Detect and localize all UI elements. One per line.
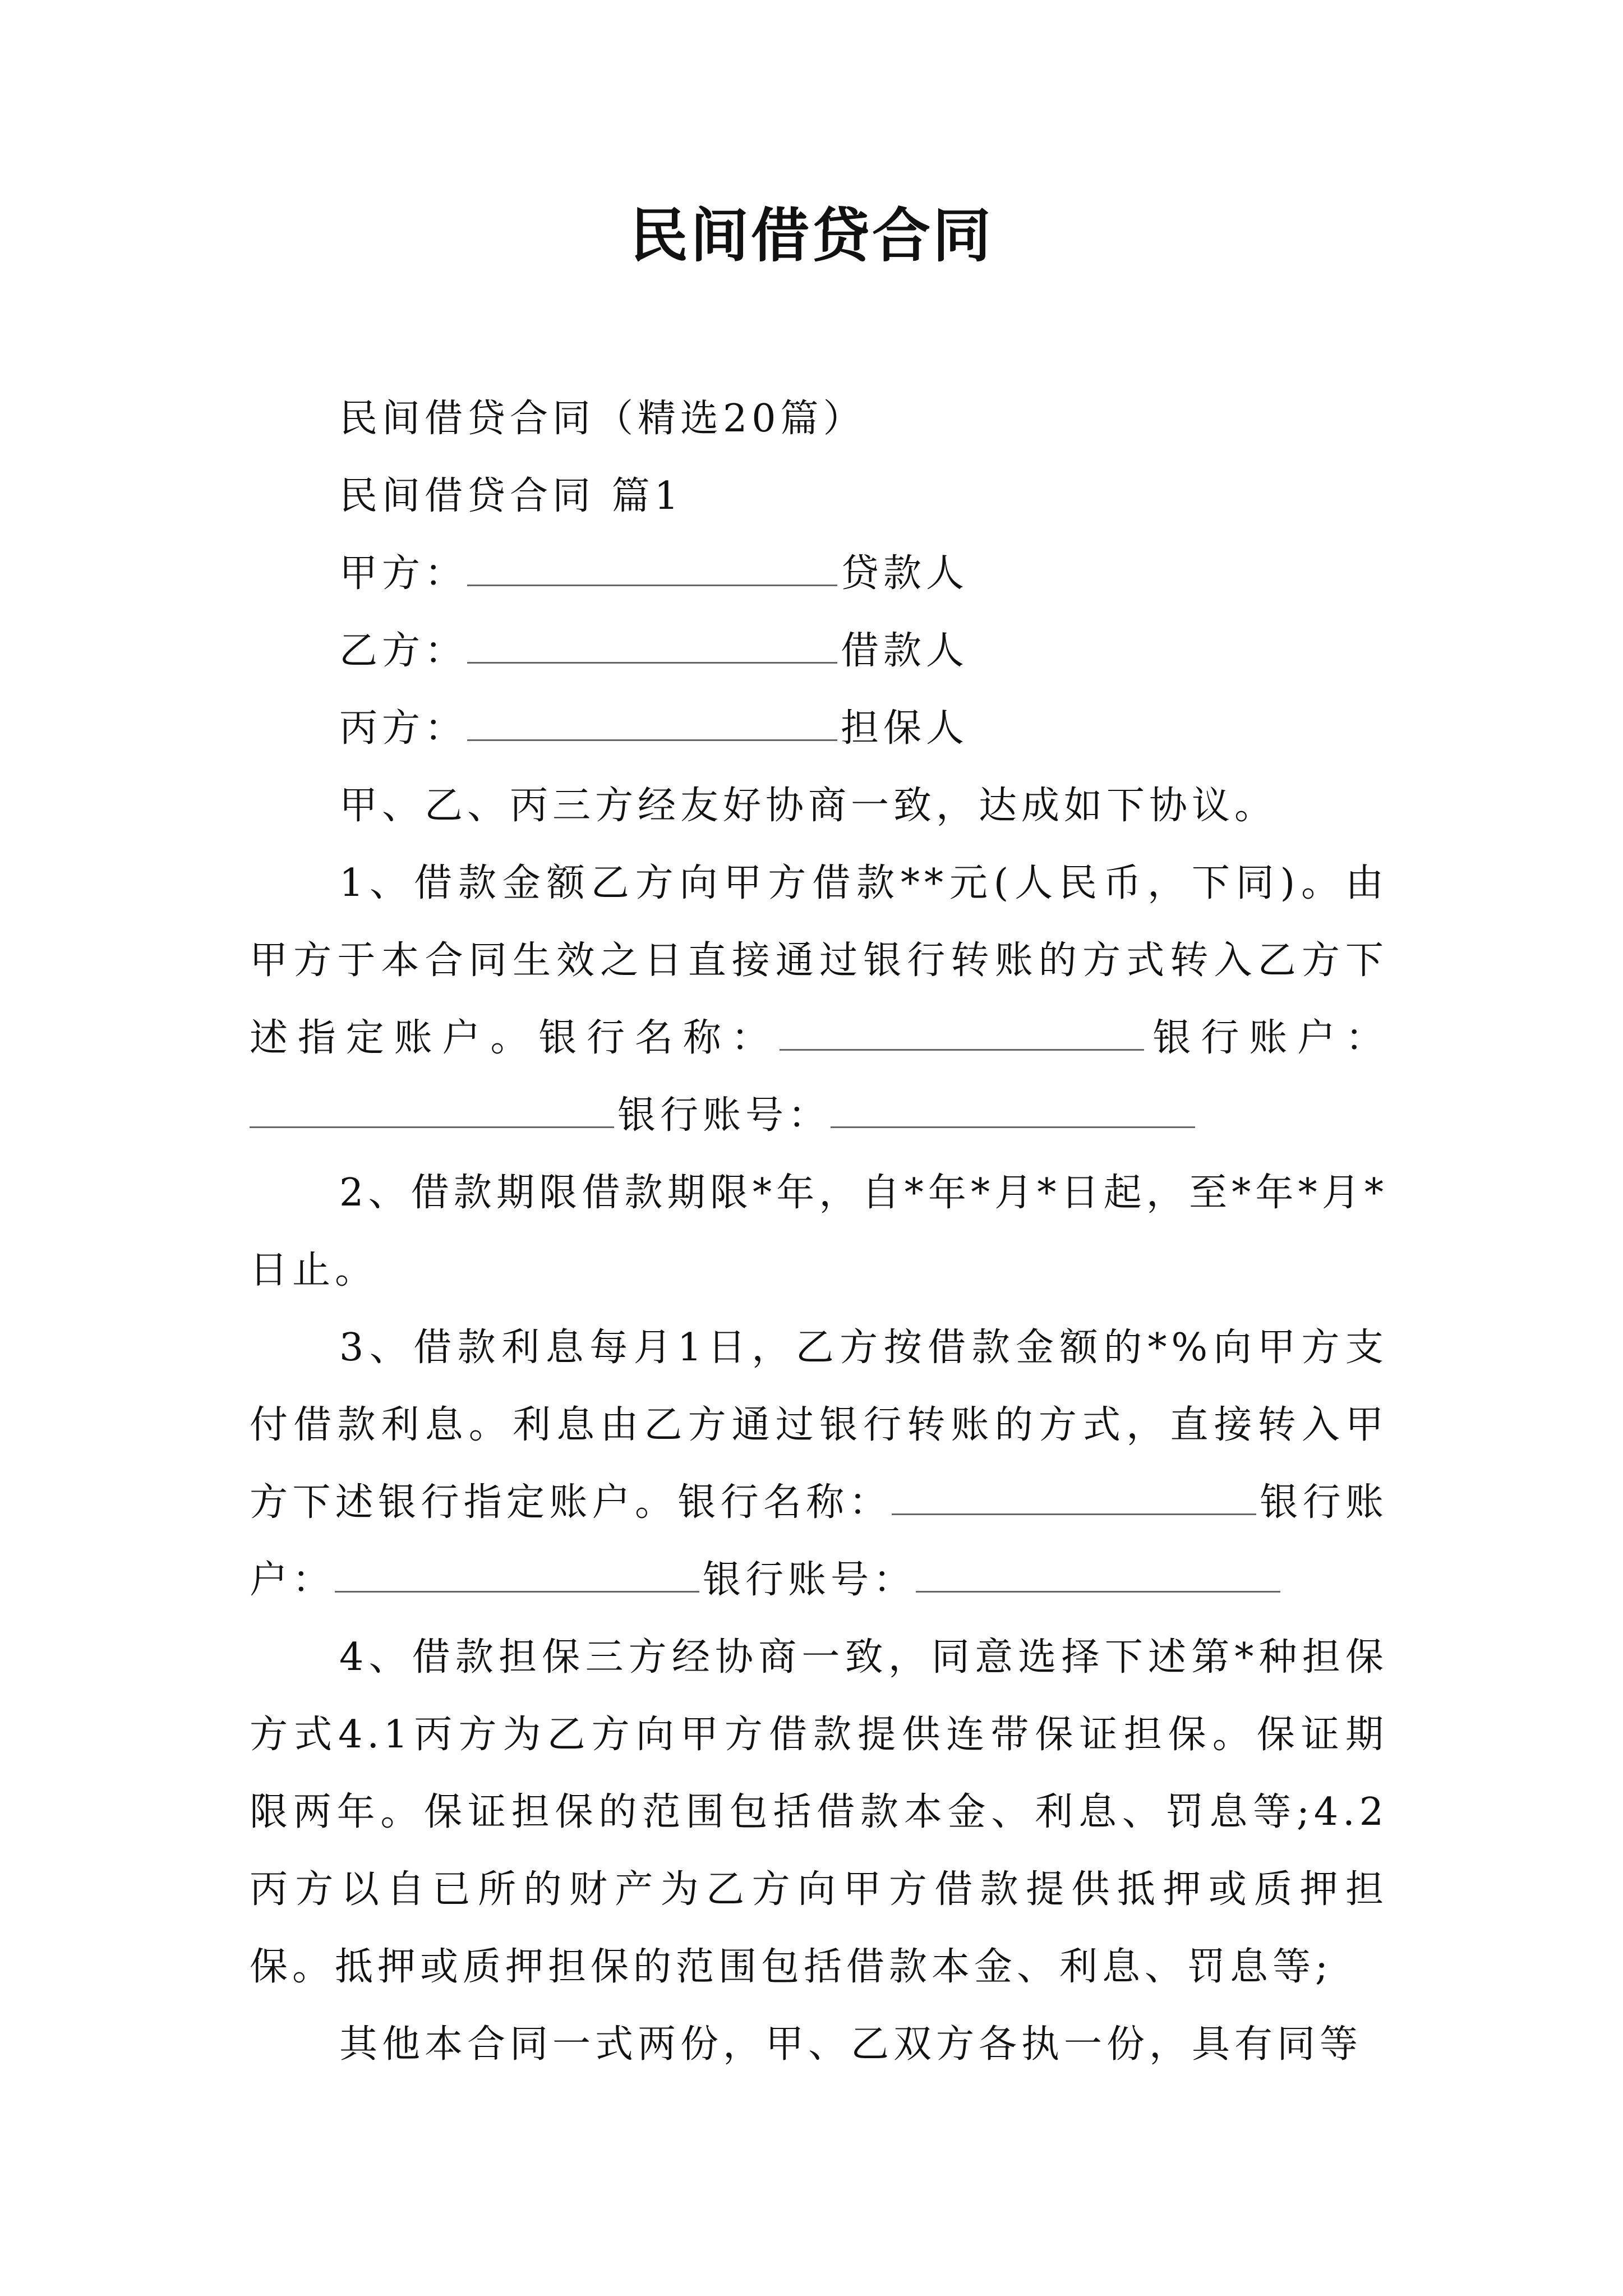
clause-other (250, 2006, 1388, 2083)
party-c-label: 丙方： (339, 706, 468, 751)
party-a-blank (467, 545, 837, 586)
party-b-role: 借款人 (841, 629, 969, 673)
intro-paragraph (250, 767, 1388, 845)
section-heading-text: 民间借贷合同 篇1 (339, 474, 683, 518)
clause-3-text: 3、借款利息每月1日，乙方按借款金额的*%向甲方支付借款利息。利息由乙方通过银行转账的方式，直接转入甲方下述银行指定账户。银行名称： (250, 1326, 1388, 1525)
document-title: 民间借贷合同 (629, 201, 993, 270)
clause-1-bank-account-blank (250, 1087, 614, 1128)
clause-1-bank-number-label: 银行账号： (617, 1093, 831, 1138)
clause-3-bank-account-blank (335, 1552, 699, 1593)
party-c-role: 担保人 (841, 706, 969, 751)
subtitle (250, 380, 1388, 458)
party-a-role: 贷款人 (841, 551, 969, 596)
party-c-blank (467, 700, 837, 741)
subtitle-text: 民间借贷合同（精选20篇） (339, 397, 866, 441)
clause-2 (250, 1154, 1388, 1309)
clause-1-bank-number-blank (831, 1087, 1195, 1128)
clause-3-bank-number-label: 银行账号： (703, 1558, 916, 1602)
document-body (250, 380, 1388, 2083)
party-a-label: 甲方： (339, 551, 468, 596)
clause-3 (250, 1309, 1388, 1619)
clause-2-text: 2、借款期限借款期限*年，自*年*月*日起，至*年*月*日止。 (250, 1171, 1388, 1292)
clause-1 (250, 845, 1388, 1154)
section-heading (250, 458, 1388, 535)
party-c-line (250, 690, 1388, 767)
party-a-line (250, 535, 1388, 613)
clause-1-text: 1、借款金额乙方向甲方借款**元(人民币，下同)。由甲方于本合同生效之日直接通过银行转账的方式转入乙方下述指定账户。银行名称： (250, 861, 1388, 1060)
party-b-blank (467, 623, 837, 664)
clause-4-text: 4、借款担保三方经协商一致，同意选择下述第*种担保方式4.1丙方为乙方向甲方借款提供连带保证担保。保证期限两年。保证担保的范围包括借款本金、利息、罚息等;4.2丙方以自已所的财产为乙方向甲方借款提供抵押或质押担保。抵押或质押担保的范围包括借款本金、利息、罚息等; (250, 1635, 1388, 1989)
clause-4 (250, 1619, 1388, 2006)
intro-text: 甲、乙、丙三方经友好协商一致，达成如下协议。 (339, 784, 1278, 828)
clause-3-bank-number-blank (916, 1552, 1280, 1593)
clause-other-text: 其他本合同一式两份，甲、乙双方各执一份，具有同等 (339, 2022, 1363, 2067)
clause-3-bank-account-label: 银行账户： (250, 1480, 1388, 1602)
clause-3-bank-name-blank (892, 1474, 1256, 1515)
party-b-label: 乙方： (339, 629, 468, 673)
clause-1-bank-name-blank (780, 1010, 1144, 1051)
party-b-line (250, 613, 1388, 690)
clause-1-bank-account-label: 银行账户： (1147, 1016, 1388, 1060)
